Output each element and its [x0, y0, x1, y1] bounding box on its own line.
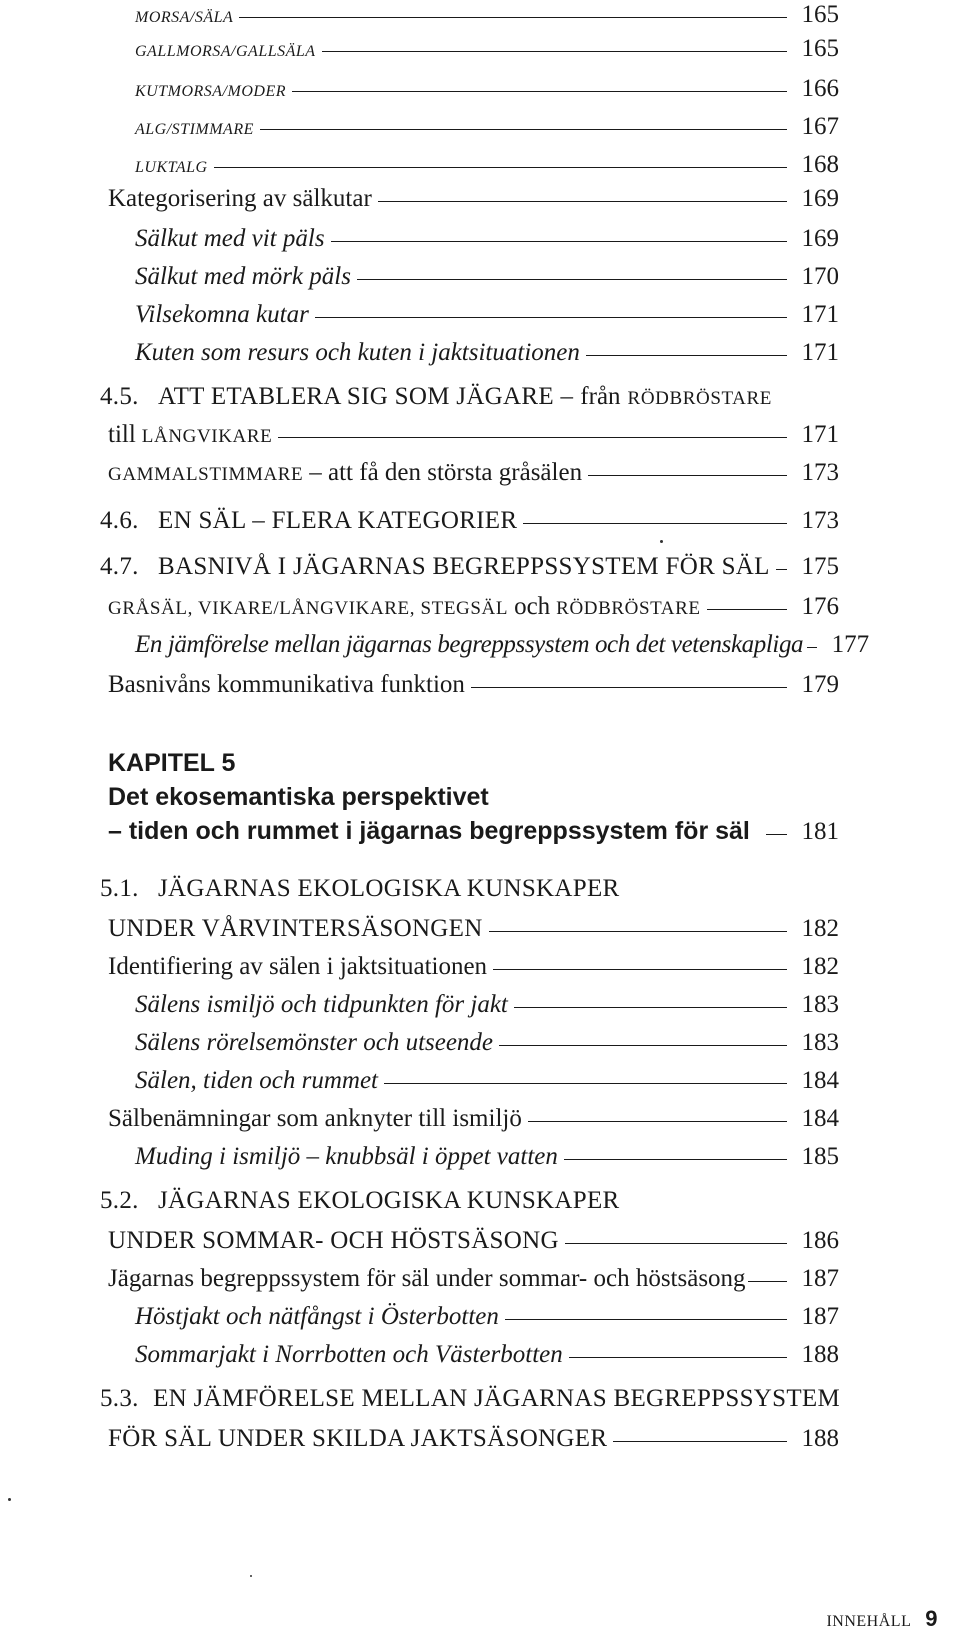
leader-line [378, 201, 787, 202]
page-number: 185 [801, 1143, 839, 1170]
leader-line [357, 279, 787, 280]
leader-line [493, 969, 787, 970]
leader-line [588, 475, 787, 476]
entry-text: ALG/STIMMARE [135, 121, 254, 138]
entry-text-b: LÅNGVIKARE [141, 426, 273, 447]
toc-entry [108, 1264, 839, 1294]
toc-entry [135, 338, 839, 368]
entry-text: BASNIVÅ I JÄGARNAS BEGREPPSSYSTEM FÖR SÄL [158, 553, 770, 580]
page-number: 169 [801, 185, 839, 212]
entry-text: Höstjakt och nätfångst i Österbotten [135, 1303, 499, 1330]
toc-entry [108, 1226, 839, 1256]
entry-text: GRÅSÄL, VIKARE/LÅNGVIKARE, STEGSÄL [108, 598, 509, 619]
entry-text-b: och [514, 593, 551, 620]
leader-line [471, 687, 787, 688]
page-number: 182 [801, 915, 839, 942]
entry-text: Identifiering av sälen i jaktsituationen [108, 953, 488, 980]
page-number: 183 [801, 1029, 839, 1056]
leader-line [766, 834, 787, 835]
toc-entry [135, 1066, 839, 1096]
chapter-title: Det ekosemantiska perspektivet [108, 783, 489, 811]
section-number: 5.2. [100, 1187, 139, 1214]
toc-section-heading [100, 1384, 840, 1414]
toc-entry [108, 420, 839, 452]
leader-line [214, 167, 787, 168]
leader-line [499, 1045, 787, 1046]
entry-text-c: RÖDBRÖSTARE [556, 598, 701, 619]
toc-entry [135, 74, 839, 107]
toc-entry [108, 914, 839, 944]
leader-line [505, 1319, 787, 1320]
entry-text: Kategorisering av sälkutar [108, 185, 372, 212]
page-number: 184 [801, 1067, 839, 1094]
page-number: 169 [801, 225, 839, 252]
entry-text: UNDER VÅRVINTERSÄSONGEN [108, 915, 483, 942]
entry-text: GAMMALSTIMMARE [108, 464, 304, 485]
page-number: 173 [801, 507, 839, 534]
leader-line [260, 129, 787, 130]
entry-text: MORSA/SÄLA [135, 9, 234, 26]
toc-entry [135, 262, 839, 292]
leader-line [748, 1281, 787, 1282]
entry-text: ATT ETABLERA SIG SOM JÄGARE – [158, 383, 574, 410]
leader-line [239, 17, 787, 18]
toc-section-heading [100, 552, 839, 582]
footer-label: INNEHÅLL [826, 1613, 911, 1630]
toc-entry [135, 1142, 839, 1172]
page-footer [826, 1606, 938, 1632]
entry-text: EN JÄMFÖRELSE MELLAN JÄGARNAS BEGREPPSSYSTEM [153, 1385, 840, 1412]
entry-text: Sälkut med mörk päls [135, 263, 351, 290]
toc-entry [108, 1104, 839, 1134]
section-number: 4.5. [100, 383, 139, 410]
toc-entry [108, 458, 839, 490]
entry-text: KUTMORSA/MODER [135, 83, 286, 100]
page-number: 166 [801, 75, 839, 102]
leader-line [384, 1083, 787, 1084]
page-number: 175 [801, 553, 839, 580]
footer-page-number: 9 [925, 1606, 938, 1631]
entry-text: JÄGARNAS EKOLOGISKA KUNSKAPER [158, 1187, 620, 1214]
entry-text: Sommarjakt i Norrbotten och Västerbotten [135, 1341, 563, 1368]
page-number: 170 [801, 263, 839, 290]
section-number: 4.7. [100, 553, 139, 580]
entry-text: Jägarnas begreppssystem för säl under sommar- och höstsäsong [108, 1265, 746, 1292]
section-number: 5.3. [100, 1385, 139, 1412]
chapter-subtitle-line [108, 816, 839, 847]
leader-line [564, 1159, 787, 1160]
leader-line [489, 931, 787, 932]
page-number: 187 [801, 1265, 839, 1292]
toc-entry [135, 1340, 839, 1370]
leader-line [569, 1357, 787, 1358]
page-number: 179 [801, 671, 839, 698]
page-number: 165 [801, 35, 839, 62]
leader-line [776, 569, 787, 570]
entry-text: Sälbenämningar som anknyter till ismiljö [108, 1105, 522, 1132]
toc-section-heading [100, 506, 839, 536]
toc-entry [135, 224, 839, 254]
entry-text: Kuten som resurs och kuten i jaktsituationen [135, 339, 580, 366]
leader-line [523, 523, 787, 524]
page-number: 182 [801, 953, 839, 980]
entry-text: till [108, 421, 136, 448]
entry-text: JÄGARNAS EKOLOGISKA KUNSKAPER [158, 875, 620, 902]
page-number: 171 [801, 339, 839, 366]
chapter-label: KAPITEL 5 [108, 749, 236, 777]
leader-line [807, 647, 817, 648]
leader-line [278, 437, 787, 438]
page-number: 176 [801, 593, 839, 620]
toc-entry [135, 1302, 839, 1332]
leader-line [586, 355, 787, 356]
entry-text: UNDER SOMMAR- OCH HÖSTSÄSONG [108, 1227, 559, 1254]
toc-entry [135, 1028, 839, 1058]
toc-section-heading [100, 1186, 840, 1216]
entry-text: Sälens ismiljö och tidpunkten för jakt [135, 991, 508, 1018]
leader-line [528, 1121, 787, 1122]
toc-entry [108, 670, 839, 700]
toc-entry [135, 0, 839, 33]
entry-text: Basnivåns kommunikativa funktion [108, 671, 465, 698]
entry-text: Vilsekomna kutar [135, 301, 309, 328]
entry-text: LUKTALG [135, 159, 208, 176]
page-number: 187 [801, 1303, 839, 1330]
chapter-subtitle: – tiden och rummet i jägarnas begreppssystem för säl [108, 817, 750, 845]
leader-line [322, 51, 787, 52]
entry-text: Sälen, tiden och rummet [135, 1067, 379, 1094]
page-number: 184 [801, 1105, 839, 1132]
page-number: 173 [801, 459, 839, 486]
page-number: 167 [801, 113, 839, 140]
leader-line [331, 241, 787, 242]
page-number: 188 [801, 1425, 839, 1452]
page-number: 186 [801, 1227, 839, 1254]
toc-entry [135, 34, 839, 67]
toc-entry [135, 990, 839, 1020]
page-number: 177 [831, 631, 870, 658]
toc-entry [108, 592, 839, 624]
leader-line [613, 1441, 787, 1442]
entry-text: GALLMORSA/GALLSÄLA [135, 43, 316, 60]
page-number: 165 [801, 1, 839, 28]
section-number: 5.1. [100, 875, 139, 902]
print-speck [8, 1498, 11, 1501]
entry-text-b: – att få den största gråsälen [309, 459, 583, 486]
toc-entry [135, 112, 839, 145]
entry-text: Muding i ismiljö – knubbsäl i öppet vatten [135, 1143, 558, 1170]
entry-text-c: RÖDBRÖSTARE [627, 388, 772, 409]
toc-entry [135, 630, 870, 660]
page-number: 188 [801, 1341, 839, 1368]
page-number: 171 [801, 301, 839, 328]
toc-section-heading [100, 382, 840, 414]
page-number: 168 [801, 151, 839, 178]
toc-entry [108, 1424, 839, 1454]
entry-text: Sälkut med vit päls [135, 225, 325, 252]
entry-text: EN SÄL – FLERA KATEGORIER [158, 507, 518, 534]
page-number: 183 [801, 991, 839, 1018]
page-number: 171 [801, 421, 839, 448]
print-speck [660, 540, 663, 543]
page-number: 181 [801, 818, 839, 845]
entry-text: FÖR SÄL UNDER SKILDA JAKTSÄSONGER [108, 1425, 608, 1452]
print-speck [250, 1575, 252, 1577]
leader-line [565, 1243, 787, 1244]
leader-line [514, 1007, 787, 1008]
entry-text: Sälens rörelsemönster och utseende [135, 1029, 494, 1056]
toc-section-heading [100, 874, 840, 904]
toc-entry [108, 184, 839, 214]
toc-entry [135, 300, 839, 330]
toc-entry [135, 150, 839, 183]
leader-line [707, 609, 787, 610]
section-number: 4.6. [100, 507, 139, 534]
entry-text-b: från [580, 383, 621, 410]
leader-line [315, 317, 787, 318]
entry-text: En jämförelse mellan jägarnas begreppssystem och det vetenskapliga [135, 631, 804, 658]
leader-line [292, 91, 787, 92]
toc-entry [108, 952, 839, 982]
